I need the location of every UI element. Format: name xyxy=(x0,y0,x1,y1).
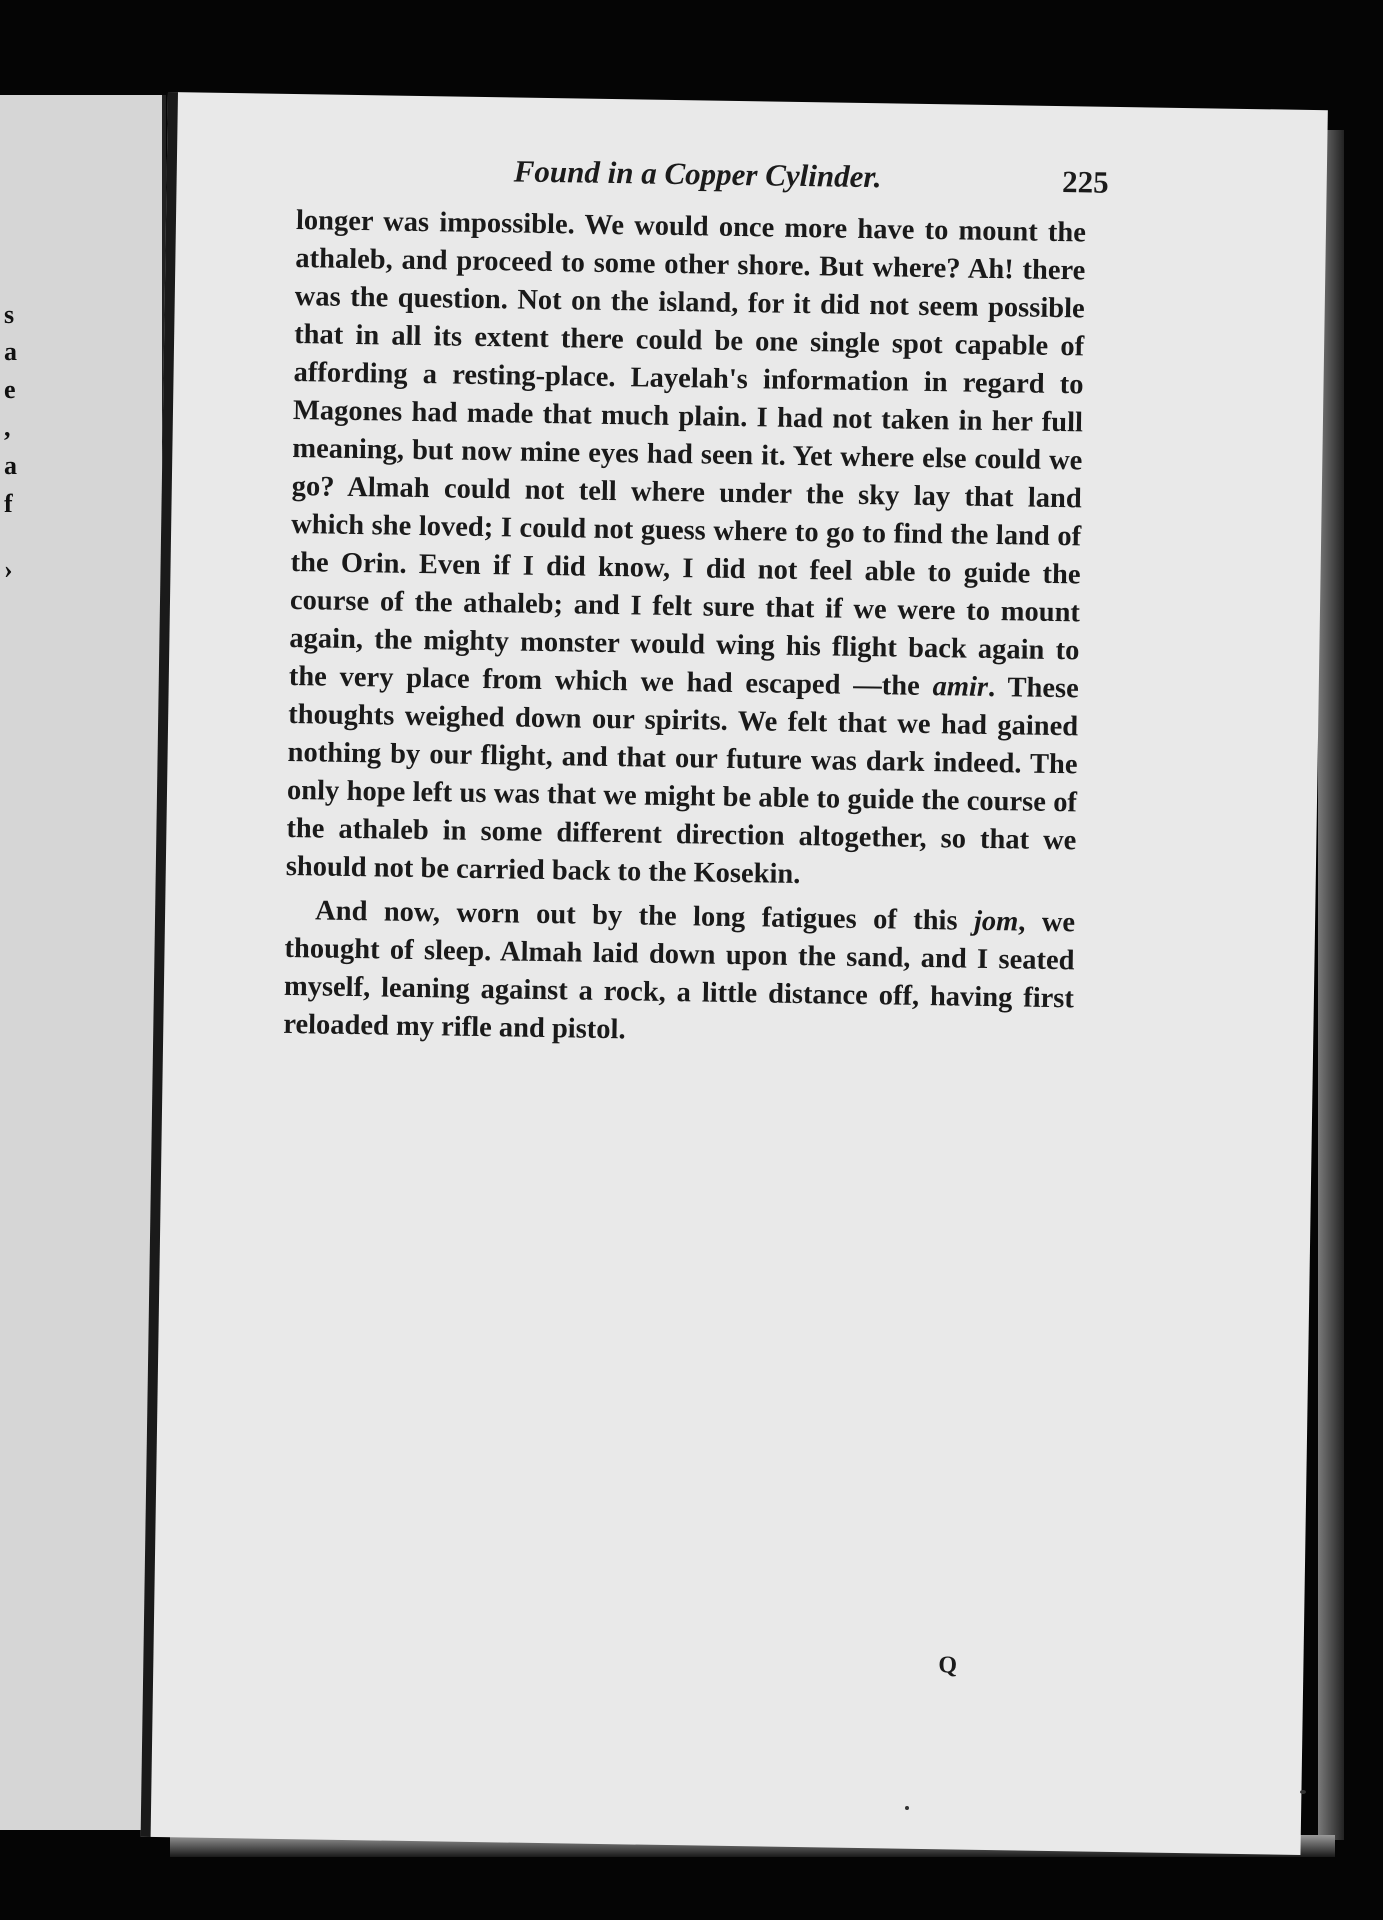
scan-speck xyxy=(905,1806,909,1810)
scan-speck xyxy=(1300,1790,1306,1794)
left-page-fragment: s xyxy=(4,300,15,329)
page-header xyxy=(338,151,1109,213)
left-page-fragment: a xyxy=(4,451,17,480)
paragraph-text: , we thought of sleep. Almah laid down upon the sand, and I seated myself, leaning against a rock, a little distance off, having first reloaded my rifle and pistol. xyxy=(283,906,1076,1046)
page-number: 225 xyxy=(1061,164,1109,200)
body-text xyxy=(283,202,1086,1056)
left-page-remnant xyxy=(0,95,166,1830)
signature-mark: Q xyxy=(938,1652,958,1679)
left-page-fragment: f xyxy=(4,489,13,518)
left-page-fragment: › xyxy=(4,555,13,584)
left-page-fragment: , xyxy=(4,413,11,442)
paragraph-text: . These thoughts weighed down our spirits. We felt that we had gained nothing by our flight, and that our future was dark indeed. The only hope left us was that we might be able to guide the course of the athaleb in some different direction altogether, so that we should not be carried back to the Kosekin. xyxy=(285,671,1079,891)
running-head: Found in a Copper Cylinder. xyxy=(513,153,882,195)
left-page-fragment: e xyxy=(4,375,16,404)
paragraph-text: And now, worn out by the long fatigues of this xyxy=(314,895,975,937)
left-page-fragment: a xyxy=(4,337,17,366)
paragraph-text: longer was impossible. We would once more have to mount the athaleb, and proceed to some other shore. But where? Ah! there was the question. Not on the island, for it did not seem possible that in all its extent there could be one single spot capable of affording a resting-place. Layelah's information in regard to Magones had made that much plain. I had not taken in her full meaning, but now mine eyes had seen it. Yet where else could we go? Almah could not tell where under the sky lay that land which she loved; I could not guess where to go to find the land of the Orin. Even if I did know, I did not feel able to guide the course of the athaleb; and I felt sure that if we were to mount again, the mighty monster would wing his flight back again to the very place from which we had escaped —the xyxy=(288,205,1087,703)
paragraph xyxy=(283,892,1075,1056)
paragraph-italic-word: jom xyxy=(973,905,1019,938)
book-page xyxy=(141,92,1328,1855)
paragraph-italic-word: amir xyxy=(932,671,989,703)
paragraph xyxy=(286,202,1087,898)
